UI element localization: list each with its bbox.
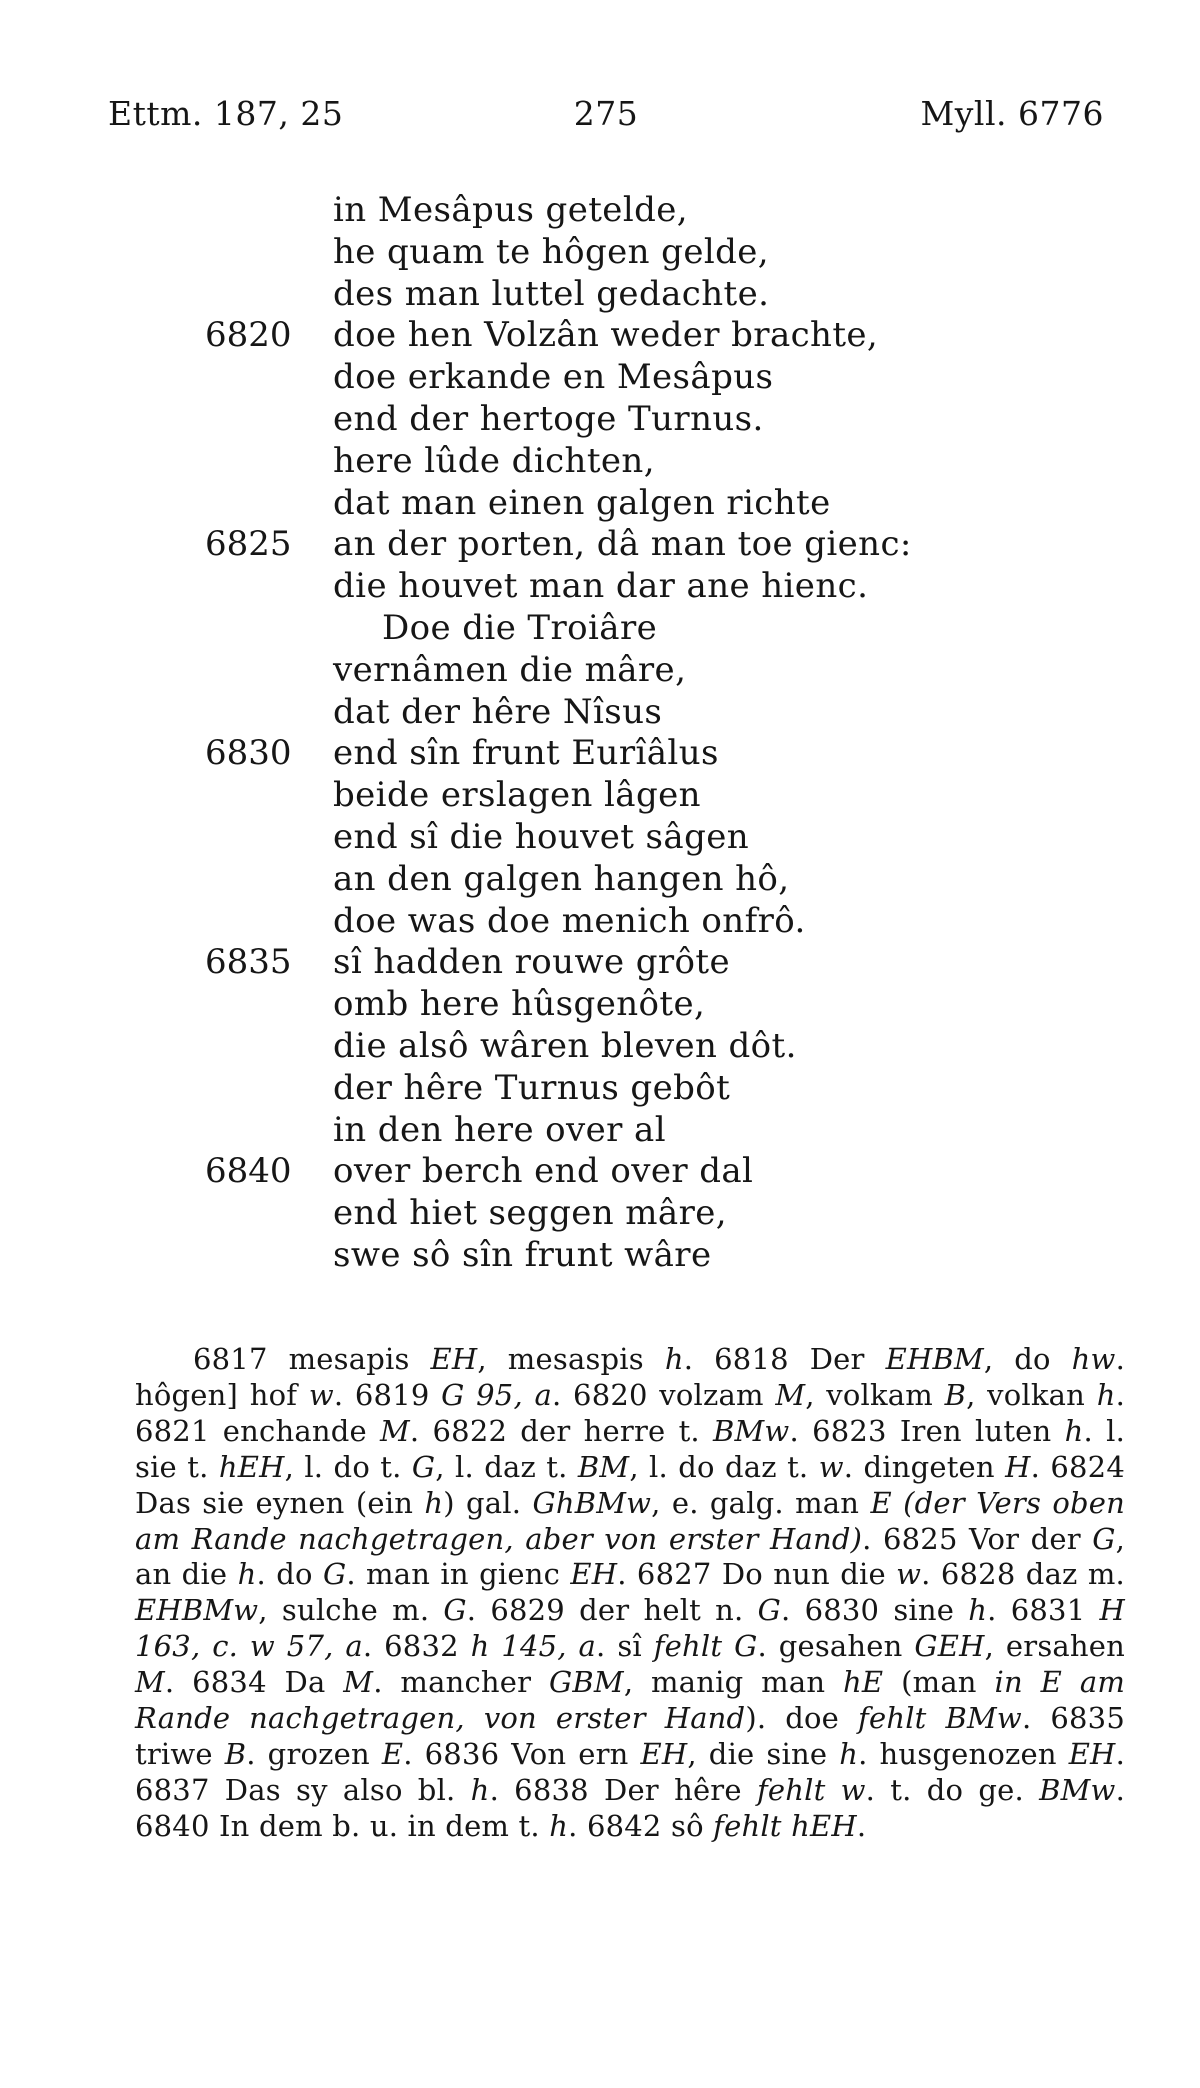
footnote-text: . 6825 Vor der bbox=[862, 1521, 1093, 1556]
footnote-text: . 6836 Von ern bbox=[403, 1736, 641, 1771]
verse-line bbox=[0, 1193, 1200, 1235]
verse-line bbox=[0, 984, 1200, 1026]
footnote-siglum: BMw bbox=[713, 1413, 790, 1448]
verse-line bbox=[0, 566, 1200, 608]
footnote-siglum: M bbox=[343, 1665, 374, 1700]
footnote-siglum: hw bbox=[1071, 1342, 1116, 1376]
verse-text-line: doe was doe menich onfrô. bbox=[333, 900, 806, 941]
footnote-siglum: in E am Rande nachgetragen, von erster Hand bbox=[135, 1665, 1126, 1736]
footnote-siglum: EH bbox=[430, 1342, 478, 1376]
verse-text-line: dat man einen galgen richte bbox=[333, 482, 831, 523]
footnote-text: . 6823 Iren luten bbox=[789, 1413, 1065, 1448]
verse-line bbox=[0, 232, 1200, 274]
footnote-text: , an die bbox=[135, 1521, 1125, 1592]
verse-text-line: end der hertoge Turnus. bbox=[333, 398, 764, 439]
footnote-text: . grozen bbox=[246, 1736, 382, 1771]
critical-apparatus bbox=[135, 1342, 1125, 1845]
footnote-text: . 6838 Der hêre bbox=[489, 1772, 757, 1807]
verse-line bbox=[0, 859, 1200, 901]
verse-line bbox=[0, 775, 1200, 817]
footnote-siglum: G bbox=[443, 1593, 467, 1628]
footnote-text: . mancher bbox=[373, 1665, 550, 1700]
verse-text-line: der hêre Turnus gebôt bbox=[333, 1067, 731, 1108]
verse-text-line: dat der hêre Nîsus bbox=[333, 691, 663, 732]
verse-line bbox=[0, 1151, 1200, 1193]
footnote-siglum: EH bbox=[1068, 1736, 1116, 1771]
footnote-siglum: BM bbox=[577, 1449, 630, 1484]
footnote-siglum: fehlt G bbox=[653, 1629, 758, 1664]
footnote-text: ) gal. bbox=[443, 1485, 533, 1520]
footnote-siglum: h bbox=[424, 1485, 444, 1520]
verse-text-line: die houvet man dar ane hienc. bbox=[333, 566, 869, 607]
verse-line bbox=[0, 524, 1200, 566]
page-number: 275 bbox=[573, 94, 639, 133]
footnote-text: . 6840 In dem b. u. in dem t. bbox=[135, 1772, 1125, 1843]
footnote-siglum: M bbox=[775, 1377, 806, 1412]
verse-line bbox=[0, 901, 1200, 943]
footnote-text: . 6832 bbox=[362, 1629, 471, 1664]
verse-text-line: vernâmen die mâre, bbox=[333, 649, 687, 690]
verse-text-line: here lûde dichten, bbox=[333, 440, 655, 481]
footnote-siglum: B bbox=[224, 1736, 247, 1771]
footnote-siglum: EH bbox=[570, 1557, 618, 1592]
verse-text-line: omb here hûsgenôte, bbox=[333, 984, 706, 1025]
footnote-text: , l. do daz t. bbox=[629, 1449, 819, 1484]
verse-line bbox=[0, 608, 1200, 650]
header-ettmueller-reference: Ettm. 187, 25 bbox=[108, 94, 344, 133]
footnote-siglum: h bbox=[549, 1808, 569, 1843]
footnote-siglum: EH bbox=[640, 1736, 688, 1771]
footnote-text: , mesaspis bbox=[477, 1342, 665, 1376]
footnote-text: . 6818 Der bbox=[683, 1342, 886, 1376]
footnote-text: . 6834 Da bbox=[164, 1665, 344, 1700]
footnote-text: . gesahen bbox=[757, 1629, 915, 1664]
verse-line bbox=[0, 483, 1200, 525]
footnote-siglum: EHBMw bbox=[135, 1593, 259, 1628]
footnote-siglum: w bbox=[896, 1557, 922, 1592]
verse-text-line: doe erkande en Mesâpus bbox=[333, 357, 774, 398]
footnote-text: . 6830 sine bbox=[781, 1593, 969, 1628]
footnote-text: , manig man bbox=[623, 1665, 844, 1700]
footnote-siglum: GBM bbox=[549, 1665, 624, 1700]
footnote-siglum: h bbox=[470, 1772, 490, 1807]
footnote-text: , e. galg. man bbox=[651, 1485, 871, 1520]
verse-line bbox=[0, 315, 1200, 357]
footnote-siglum: H 163, c. w 57, a bbox=[135, 1593, 1125, 1664]
footnote-siglum: w bbox=[818, 1449, 844, 1484]
footnote-siglum: w bbox=[308, 1377, 334, 1412]
verse-line bbox=[0, 441, 1200, 483]
verse-text-line: he quam te hôgen gelde, bbox=[333, 231, 770, 272]
verse-text-line: in Mesâpus getelde, bbox=[333, 190, 688, 230]
verse-line bbox=[0, 733, 1200, 775]
line-number: 6820 bbox=[205, 315, 292, 356]
verse-line bbox=[0, 399, 1200, 441]
footnote-siglum: H bbox=[1005, 1449, 1031, 1484]
footnote-siglum: G 95, a bbox=[441, 1377, 552, 1412]
footnote-text: . 6831 bbox=[987, 1593, 1100, 1628]
footnote-text: . 6821 enchande bbox=[135, 1377, 1125, 1448]
verse-line bbox=[0, 817, 1200, 859]
verse-line bbox=[0, 357, 1200, 399]
footnote-siglum: E bbox=[381, 1736, 404, 1771]
footnote-text: . 6837 Das sy also bl. bbox=[135, 1736, 1125, 1807]
footnote-text: . 6828 daz m. bbox=[921, 1557, 1125, 1592]
footnote-siglum: h 145, a bbox=[470, 1629, 597, 1664]
running-header bbox=[108, 94, 1104, 138]
footnote-text: . sî bbox=[596, 1629, 654, 1664]
footnote-siglum: G bbox=[411, 1449, 436, 1484]
header-myller-reference: Myll. 6776 bbox=[920, 94, 1104, 133]
verse-line bbox=[0, 1068, 1200, 1110]
footnote-text: . 6824 Das sie eynen (ein bbox=[135, 1449, 1125, 1520]
verse-line bbox=[0, 942, 1200, 984]
verse-line bbox=[0, 190, 1200, 232]
footnote-text: . l. sie t. bbox=[135, 1413, 1125, 1484]
footnote-siglum: M bbox=[135, 1665, 165, 1700]
verse-line bbox=[0, 650, 1200, 692]
footnote-siglum: M bbox=[380, 1413, 410, 1448]
verse-text-line: Doe die Troiâre bbox=[382, 607, 658, 648]
footnote-siglum: fehlt BMw bbox=[858, 1701, 1022, 1736]
footnote-siglum: GEH bbox=[914, 1629, 985, 1664]
verse-text-line: end hiet seggen mâre, bbox=[333, 1193, 727, 1234]
footnote-siglum: h bbox=[839, 1736, 859, 1771]
footnote-siglum: h bbox=[1064, 1413, 1084, 1448]
footnote-siglum: fehlt hEH bbox=[713, 1808, 857, 1843]
verse-text-line: in den here over al bbox=[333, 1109, 666, 1150]
verse-text-line: beide erslagen lâgen bbox=[333, 775, 701, 816]
footnote-text: 6817 mesapis bbox=[193, 1342, 431, 1376]
footnote-text: , l. do t. bbox=[284, 1449, 412, 1484]
footnote-siglum: G bbox=[757, 1593, 781, 1628]
verse-line bbox=[0, 1110, 1200, 1152]
verse-line bbox=[0, 692, 1200, 734]
verse-line bbox=[0, 1026, 1200, 1068]
footnote-siglum: fehlt w bbox=[756, 1772, 866, 1807]
verse-text-line: end sîn frunt Eurîâlus bbox=[333, 733, 719, 774]
footnote-siglum: hEH bbox=[218, 1449, 285, 1484]
footnote-siglum: GhBMw bbox=[532, 1485, 652, 1520]
footnote-text: , do bbox=[983, 1342, 1072, 1376]
footnote-siglum: G bbox=[322, 1557, 347, 1592]
footnote-text: . 6822 der herre t. bbox=[409, 1413, 714, 1448]
footnote-text: . 6820 volzam bbox=[552, 1377, 776, 1412]
footnote-text: . man in gienc bbox=[346, 1557, 571, 1592]
footnote-text: ). doe bbox=[745, 1701, 859, 1736]
footnote-text: . 6835 triwe bbox=[135, 1701, 1125, 1771]
footnote-siglum: h bbox=[968, 1593, 988, 1628]
footnote-text: . husgenozen bbox=[858, 1736, 1069, 1771]
footnote-paragraph bbox=[135, 1342, 1125, 1845]
verse-line bbox=[0, 274, 1200, 316]
footnote-text: . 6842 sô bbox=[568, 1808, 714, 1843]
footnote-text: , l. daz t. bbox=[435, 1449, 578, 1484]
footnote-text: , ersahen bbox=[984, 1629, 1126, 1664]
verse-text-line: des man luttel gedachte. bbox=[333, 273, 770, 314]
verse-text-line: die alsô wâren bleven dôt. bbox=[333, 1025, 797, 1066]
footnote-text: . hôgen] hof bbox=[135, 1342, 1125, 1412]
footnote-text: . t. do ge. bbox=[865, 1772, 1040, 1807]
footnote-siglum: B bbox=[944, 1377, 967, 1412]
verse-text-line: over berch end over dal bbox=[333, 1151, 754, 1192]
footnote-text: . 6819 bbox=[333, 1377, 442, 1412]
footnote-siglum: BMw bbox=[1039, 1772, 1116, 1807]
footnote-siglum: h bbox=[664, 1342, 684, 1376]
verse-text-line: an der porten, dâ man toe gienc: bbox=[333, 524, 912, 565]
footnote-siglum: h bbox=[237, 1557, 257, 1592]
footnote-text: . 6827 Do nun die bbox=[617, 1557, 897, 1592]
footnote-text: , die sine bbox=[687, 1736, 840, 1771]
verse-text-line: an den galgen hangen hô, bbox=[333, 858, 790, 899]
verse-text-line: sî hadden rouwe grôte bbox=[333, 942, 730, 983]
footnote-text: . 6829 der helt n. bbox=[466, 1593, 758, 1628]
footnote-text: . do bbox=[256, 1557, 323, 1592]
footnote-text: , sulche m. bbox=[258, 1593, 444, 1628]
verse-text-line: end sî die houvet sâgen bbox=[333, 816, 750, 857]
footnote-siglum: hE bbox=[843, 1665, 884, 1700]
line-number: 6825 bbox=[205, 524, 292, 565]
footnote-siglum: EHBM bbox=[885, 1342, 984, 1376]
verse-text-line: doe hen Volzân weder brachte, bbox=[333, 315, 879, 356]
footnote-text: . dingeten bbox=[843, 1449, 1006, 1484]
footnote-siglum: G bbox=[1092, 1521, 1116, 1556]
verse-text bbox=[0, 190, 1200, 1277]
footnote-text: . bbox=[856, 1808, 867, 1843]
footnote-text: , volkam bbox=[805, 1377, 945, 1412]
line-number: 6830 bbox=[205, 733, 292, 774]
line-number: 6835 bbox=[205, 942, 292, 983]
line-number: 6840 bbox=[205, 1151, 292, 1192]
footnote-text: (man bbox=[883, 1665, 995, 1700]
verse-line bbox=[0, 1235, 1200, 1277]
footnote-siglum: E (der Vers oben am Rande nachgetragen, aber von erster Hand) bbox=[135, 1485, 1125, 1556]
verse-text-line: swe sô sîn frunt wâre bbox=[333, 1234, 712, 1275]
footnote-siglum: h bbox=[1096, 1377, 1116, 1412]
footnote-text: , volkan bbox=[966, 1377, 1097, 1412]
